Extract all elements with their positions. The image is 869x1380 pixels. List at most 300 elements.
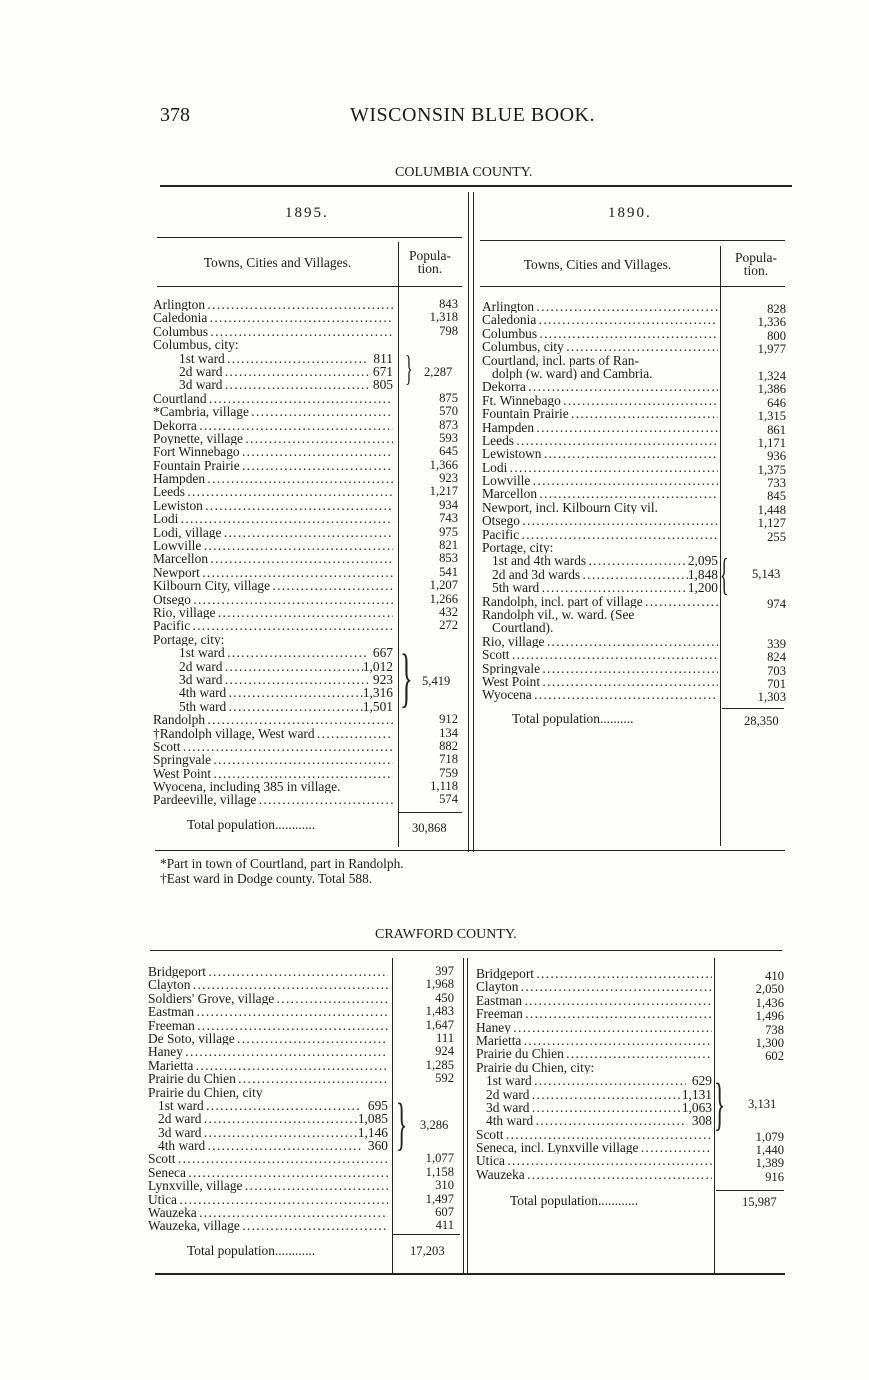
- list-item: [482, 421, 718, 434]
- list-item: [153, 392, 393, 405]
- population-value: 1,266: [429, 591, 458, 606]
- population-value: 1,440: [755, 1143, 784, 1158]
- columbia-right-col-divider: [720, 246, 721, 846]
- population-value: 923: [439, 471, 458, 486]
- columbia-right-header-rule: [480, 240, 785, 241]
- place-name: 1st and 4th wards . . .: [482, 554, 688, 567]
- place-name: De Soto, village . . .: [148, 1032, 388, 1045]
- population-value: 1,217: [429, 484, 458, 499]
- population-value: 1,389: [755, 1156, 784, 1171]
- columbia-year-1890: 1890.: [608, 205, 652, 221]
- list-item: [153, 740, 393, 753]
- list-item: [476, 994, 712, 1007]
- list-item: [153, 311, 393, 324]
- population-value: 1,483: [425, 1004, 454, 1019]
- population-value: [726, 357, 786, 370]
- columbia-right-total-rule: [722, 708, 784, 709]
- list-item: [148, 1059, 388, 1072]
- population-value: 718: [439, 752, 458, 767]
- crawford-1895-total: 17,203: [410, 1244, 445, 1258]
- population-value: [726, 611, 786, 624]
- place-name: Rio, village . . .: [153, 606, 393, 619]
- columbia-right-col-towns: Towns, Cities and Villages.: [523, 257, 672, 272]
- list-item: [476, 1128, 712, 1141]
- population-value: 924: [435, 1044, 454, 1059]
- place-name: Lewiston . . .: [153, 499, 393, 512]
- population-value: 450: [435, 990, 454, 1005]
- population-value: [726, 584, 786, 597]
- population-value: 743: [439, 511, 458, 526]
- list-item: [482, 581, 718, 594]
- place-name: Columbus, city . . .: [482, 340, 718, 353]
- list-item: [153, 526, 393, 539]
- population-value: 701: [767, 676, 786, 691]
- columbia-1890-total: 28,350: [744, 714, 779, 728]
- population-value: 861: [767, 422, 786, 437]
- list-item: [482, 608, 718, 621]
- list-item: [148, 1032, 388, 1045]
- population-value: 1,118: [430, 779, 458, 794]
- population-value: 798: [439, 323, 458, 338]
- list-item: [148, 1005, 388, 1018]
- population-value: 1,207: [429, 578, 458, 593]
- population-value: 1,436: [755, 995, 784, 1010]
- place-name: Haney . . .: [476, 1021, 712, 1034]
- place-name: Dekorra . . .: [482, 380, 718, 393]
- population-value: 824: [767, 650, 786, 665]
- columbia-center-divider-1: [468, 192, 469, 852]
- population-value: 875: [439, 390, 458, 405]
- population-value: 411: [435, 1218, 454, 1233]
- list-item: [482, 595, 718, 608]
- place-name: Wauzeka . . .: [148, 1206, 388, 1219]
- columbia-1890-total-label: Total population..........: [512, 711, 634, 726]
- list-item: [482, 367, 718, 380]
- place-name: Scott . . .: [153, 740, 393, 753]
- list-item: [148, 978, 388, 991]
- crawford-center-divider-1: [463, 958, 464, 1273]
- ward-population: 1,085: [357, 1112, 388, 1126]
- total-label-text: Total population: [187, 817, 275, 832]
- crawford-1890-total: 15,987: [742, 1195, 777, 1209]
- population-value: 602: [765, 1049, 784, 1064]
- list-item: [476, 1061, 712, 1074]
- place-name: Springvale . . .: [153, 753, 393, 766]
- ward-population: 1,012: [362, 659, 393, 673]
- ward-population: 1,848: [687, 567, 718, 582]
- crawford-1895-list: [148, 965, 388, 1233]
- list-item: [482, 541, 718, 554]
- list-item: [153, 579, 393, 592]
- running-title: WISCONSIN BLUE BOOK.: [350, 104, 595, 126]
- population-value: 1,336: [757, 315, 786, 330]
- population-value: 397: [435, 964, 454, 978]
- place-name: Lodi, village . . .: [153, 526, 393, 539]
- place-name: Arlington . . .: [153, 298, 393, 311]
- columbia-center-divider-2: [473, 192, 474, 852]
- list-item: [482, 327, 718, 340]
- place-name: 2d ward . . .: [153, 365, 369, 378]
- population-value: 255: [767, 529, 786, 544]
- list-item: [476, 1088, 712, 1101]
- list-item: [476, 1034, 712, 1047]
- page-number: 378: [160, 104, 190, 126]
- ward-population: 1,316: [362, 686, 393, 700]
- place-name: Seneca . . .: [148, 1166, 388, 1179]
- list-item: [482, 407, 718, 420]
- list-item: [482, 300, 718, 313]
- population-value: 646: [767, 395, 786, 410]
- population-value: 759: [439, 765, 458, 780]
- place-name: Caledonia . . .: [482, 313, 718, 326]
- list-item: [153, 727, 393, 740]
- place-name: 2d ward . . .: [148, 1112, 358, 1125]
- population-value: 853: [439, 551, 458, 566]
- list-item: [482, 474, 718, 487]
- list-item: [153, 485, 393, 498]
- columbia-bottom-rule: [155, 850, 785, 851]
- place-name: Wauzeka, village . . .: [148, 1219, 388, 1232]
- list-item: [153, 539, 393, 552]
- population-value: 1,285: [425, 1057, 454, 1072]
- crawford-city-brace-1890: }: [714, 1071, 726, 1136]
- list-item: [153, 566, 393, 579]
- population-value: [726, 544, 786, 557]
- place-name: Dekorra . . .: [153, 419, 393, 432]
- list-item: [153, 619, 393, 632]
- place-name: Poynette, village . . .: [153, 432, 393, 445]
- population-value: 733: [767, 476, 786, 491]
- total-label-text: Total population: [510, 1193, 598, 1208]
- population-value: 1,977: [757, 342, 786, 357]
- list-item: [476, 1154, 712, 1167]
- list-item: [482, 394, 718, 407]
- columbia-left-col-towns: Towns, Cities and Villages.: [203, 255, 352, 270]
- list-item: [148, 1126, 388, 1139]
- place-name: Scott . . .: [476, 1128, 712, 1141]
- footnote-randolph: †East ward in Dodge county. Total 588.: [160, 871, 373, 886]
- list-item: [482, 675, 718, 688]
- place-name: 3d ward . . .: [153, 378, 369, 391]
- list-item: [153, 713, 393, 726]
- list-item: [476, 980, 712, 993]
- place-name: Utica . . .: [476, 1154, 712, 1167]
- ward-population: 811: [373, 351, 393, 365]
- place-name: Kilbourn City, village . . .: [153, 579, 393, 592]
- place-name: Portage, city:: [153, 632, 225, 647]
- list-item: [153, 793, 393, 806]
- ward-population: 923: [372, 672, 393, 687]
- place-name: Pardeeville, village . . .: [153, 793, 393, 806]
- list-item: [153, 753, 393, 766]
- ward-population: 1,200: [687, 581, 718, 595]
- place-name: Eastman . . .: [148, 1005, 388, 1018]
- population-value: 310: [435, 1178, 454, 1193]
- place-name: Scott . . .: [148, 1152, 388, 1165]
- list-item: [476, 1114, 712, 1127]
- place-name: Wauzeka . . .: [476, 1168, 712, 1181]
- list-item: [148, 1219, 388, 1232]
- place-name: 1st ward . . .: [476, 1074, 686, 1087]
- place-name: Haney . . .: [148, 1045, 388, 1058]
- columbia-left-total-rule: [398, 812, 462, 813]
- place-name: 4th ward . . .: [153, 686, 363, 699]
- population-value: 1,968: [425, 977, 454, 992]
- population-value: 873: [439, 417, 458, 432]
- list-item: [153, 780, 393, 793]
- list-item: [153, 352, 393, 365]
- place-name: Lowville . . .: [482, 474, 718, 487]
- columbia-left-subheader-rule: [157, 286, 462, 287]
- population-value: 1,324: [757, 368, 786, 383]
- place-name: 3d ward . . .: [153, 673, 369, 686]
- population-value: [722, 1064, 784, 1077]
- place-name: Prairie du Chien, city:: [476, 1060, 595, 1075]
- place-name: Clayton . . .: [476, 980, 712, 993]
- list-item: [153, 378, 393, 391]
- crawford-1890-list: [476, 967, 712, 1181]
- place-name: Prairie du Chien . . .: [476, 1047, 712, 1060]
- list-item: [148, 965, 388, 978]
- list-item: [148, 1139, 388, 1152]
- place-name: dolph (w. ward) and Cambria.: [492, 366, 653, 381]
- place-name: Ft. Winnebago . . .: [482, 394, 718, 407]
- place-name: Lynxville, village . . .: [148, 1179, 388, 1192]
- place-name: Otsego . . .: [482, 514, 718, 527]
- list-item: [153, 298, 393, 311]
- list-item: [153, 767, 393, 780]
- columbia-1895-list: [153, 298, 393, 807]
- place-name: Bridgeport . . .: [148, 965, 388, 978]
- population-value: 1,077: [425, 1151, 454, 1166]
- place-name: Wyocena . . .: [482, 688, 718, 701]
- population-value: 1,386: [757, 382, 786, 397]
- population-value: 1,127: [757, 516, 786, 531]
- list-item: [482, 688, 718, 701]
- population-value: 800: [767, 328, 786, 343]
- columbia-year-1895: 1895.: [285, 205, 329, 221]
- population-value: 1,079: [755, 1129, 784, 1144]
- list-item: [476, 967, 712, 980]
- population-value: 339: [767, 636, 786, 651]
- list-item: [153, 472, 393, 485]
- population-value: 1,448: [757, 502, 786, 517]
- list-item: [482, 621, 718, 634]
- footnote-cambria: *Part in town of Courtland, part in Randolph.: [160, 856, 404, 871]
- list-item: [153, 673, 393, 686]
- list-item: [153, 660, 393, 673]
- place-name: Columbus . . .: [482, 327, 718, 340]
- crawford-right-total-rule: [716, 1190, 784, 1191]
- list-item: [482, 514, 718, 527]
- crawford-city-brace-1895: }: [396, 1091, 408, 1156]
- place-name: Courtland, incl. parts of Ran-: [482, 353, 639, 367]
- population-value: 821: [439, 538, 458, 553]
- crawford-center-divider-2: [467, 958, 468, 1273]
- list-item: [482, 554, 718, 567]
- population-value: 593: [439, 430, 458, 445]
- list-item: [148, 1045, 388, 1058]
- ward-population: 629: [691, 1074, 712, 1088]
- place-name: Bridgeport . . .: [476, 967, 712, 980]
- portage-city-brace-1890: {: [720, 550, 729, 599]
- place-name: Portage, city:: [482, 541, 554, 555]
- place-name: 5th ward . . .: [153, 700, 363, 713]
- population-value: 1,315: [757, 409, 786, 424]
- place-name: Fountain Prairie . . .: [482, 407, 718, 420]
- list-item: [153, 499, 393, 512]
- place-name: Freeman . . .: [476, 1007, 712, 1020]
- place-name: Hampden . . .: [482, 421, 718, 434]
- portage-city-total-1895: 5,419: [422, 674, 451, 688]
- place-name: Lodi . . .: [482, 461, 718, 474]
- list-item: [148, 1206, 388, 1219]
- list-item: [148, 1112, 388, 1125]
- place-name: Freeman . . .: [148, 1019, 388, 1032]
- place-name: Clayton . . .: [148, 978, 388, 991]
- list-item: [482, 568, 718, 581]
- list-item: [148, 1166, 388, 1179]
- place-name: Prairie du Chien, city: [148, 1085, 263, 1099]
- list-item: [148, 1019, 388, 1032]
- list-item: [476, 1074, 712, 1087]
- columbia-1890-values: [726, 303, 786, 705]
- population-value: [722, 1117, 784, 1130]
- ward-population: 805: [372, 378, 393, 392]
- population-value: 432: [439, 604, 458, 619]
- place-name: Leeds . . .: [153, 485, 393, 498]
- place-name: 5th ward . . .: [482, 581, 688, 594]
- list-item: [476, 1101, 712, 1114]
- population-value: 912: [439, 712, 458, 727]
- columbia-right-subheader-rule: [480, 286, 785, 287]
- place-name: 4th ward . . .: [476, 1114, 687, 1127]
- population-value: 1,366: [429, 457, 458, 472]
- ward-population: 1,146: [357, 1125, 388, 1140]
- place-name: Leeds . . .: [482, 434, 718, 447]
- ward-population: 308: [691, 1114, 712, 1128]
- place-name: Randolph, incl. part of village . . .: [482, 595, 718, 608]
- place-name: Wyocena, including 385 in village.: [153, 780, 341, 794]
- list-item: [153, 445, 393, 458]
- population-value: 272: [439, 618, 458, 633]
- total-label-text: Total population: [512, 711, 600, 726]
- list-item: [476, 1168, 712, 1181]
- population-value: 645: [439, 444, 458, 459]
- population-value: 882: [439, 738, 458, 753]
- population-value: 843: [439, 297, 458, 311]
- crawford-city-total-1890: 3,131: [748, 1097, 777, 1111]
- columbia-left-header-rule: [157, 237, 462, 238]
- population-value: 1,303: [757, 690, 786, 705]
- list-item: [482, 380, 718, 393]
- crawford-bottom-rule: [155, 1273, 785, 1275]
- place-name: 1st ward . . .: [153, 352, 369, 365]
- columbia-1895-total-label: Total population............: [187, 817, 316, 832]
- list-item: [153, 459, 393, 472]
- place-name: Pacific . . .: [153, 619, 393, 632]
- list-item: [482, 447, 718, 460]
- population-value: 574: [439, 792, 458, 807]
- place-name: Caledonia . . .: [153, 311, 393, 324]
- columbia-city-brace: }: [405, 348, 413, 388]
- list-item: [482, 461, 718, 474]
- population-value: 1,318: [429, 310, 458, 325]
- list-item: [148, 1193, 388, 1206]
- list-item: [148, 1179, 388, 1192]
- place-name: Randolph vil., w. ward. (See: [482, 607, 635, 622]
- population-value: 1,497: [425, 1191, 454, 1206]
- population-value: 845: [767, 489, 786, 504]
- list-item: [482, 487, 718, 500]
- place-name: Marcellon . . .: [482, 487, 718, 500]
- population-value: 916: [765, 1169, 784, 1184]
- place-name: Lowville . . .: [153, 539, 393, 552]
- list-item: [153, 325, 393, 338]
- list-item: [153, 405, 393, 418]
- columbia-left-col-pop: Popula- tion.: [409, 248, 451, 276]
- list-item: [148, 992, 388, 1005]
- crawford-city-total-1895: 3,286: [420, 1118, 449, 1132]
- population-value: 934: [439, 497, 458, 512]
- population-value: 410: [765, 969, 784, 983]
- place-name: Newport . . .: [153, 566, 393, 579]
- place-name: Prairie du Chien . . .: [148, 1072, 388, 1085]
- list-item: [482, 662, 718, 675]
- place-name: Marietta . . .: [148, 1059, 388, 1072]
- ward-population: 2,095: [687, 554, 718, 568]
- ward-population: 667: [372, 646, 393, 660]
- crawford-left-total-rule: [392, 1234, 460, 1235]
- list-item: [482, 313, 718, 326]
- place-name: West Point . . .: [482, 675, 718, 688]
- place-name: Fountain Prairie . . .: [153, 459, 393, 472]
- population-value: 1,300: [755, 1035, 784, 1050]
- place-name: Courtland).: [492, 621, 554, 635]
- list-item: [148, 1152, 388, 1165]
- ward-population: 1,131: [681, 1087, 712, 1101]
- columbia-1890-list: [482, 300, 718, 702]
- list-item: [476, 1021, 712, 1034]
- place-name: 3d ward . . .: [476, 1101, 682, 1114]
- place-name: Utica . . .: [148, 1193, 388, 1206]
- list-item: [153, 419, 393, 432]
- place-name: Marietta . . .: [476, 1034, 712, 1047]
- list-item: [476, 1141, 712, 1154]
- list-item: [153, 338, 393, 351]
- list-item: [476, 1047, 712, 1060]
- population-value: 738: [765, 1022, 784, 1037]
- list-item: [153, 686, 393, 699]
- ward-population: 1,501: [362, 699, 393, 714]
- population-value: 936: [767, 449, 786, 464]
- population-value: 2,050: [755, 982, 784, 997]
- list-item: [153, 552, 393, 565]
- place-name: Hampden . . .: [153, 472, 393, 485]
- population-value: [722, 1077, 784, 1090]
- population-value: 703: [767, 663, 786, 678]
- crawford-1890-values: [722, 970, 784, 1184]
- place-name: Soldiers' Grove, village . . .: [148, 992, 388, 1005]
- population-value: 1,496: [755, 1009, 784, 1024]
- ward-population: 671: [372, 364, 393, 379]
- place-name: Seneca, incl. Lynxville village . . .: [476, 1141, 712, 1154]
- list-item: [482, 434, 718, 447]
- crawford-top-rule: [150, 950, 782, 951]
- place-name: Scott . . .: [482, 648, 718, 661]
- crawford-1890-total-label: Total population............: [510, 1193, 639, 1208]
- place-name: Marcellon . . .: [153, 552, 393, 565]
